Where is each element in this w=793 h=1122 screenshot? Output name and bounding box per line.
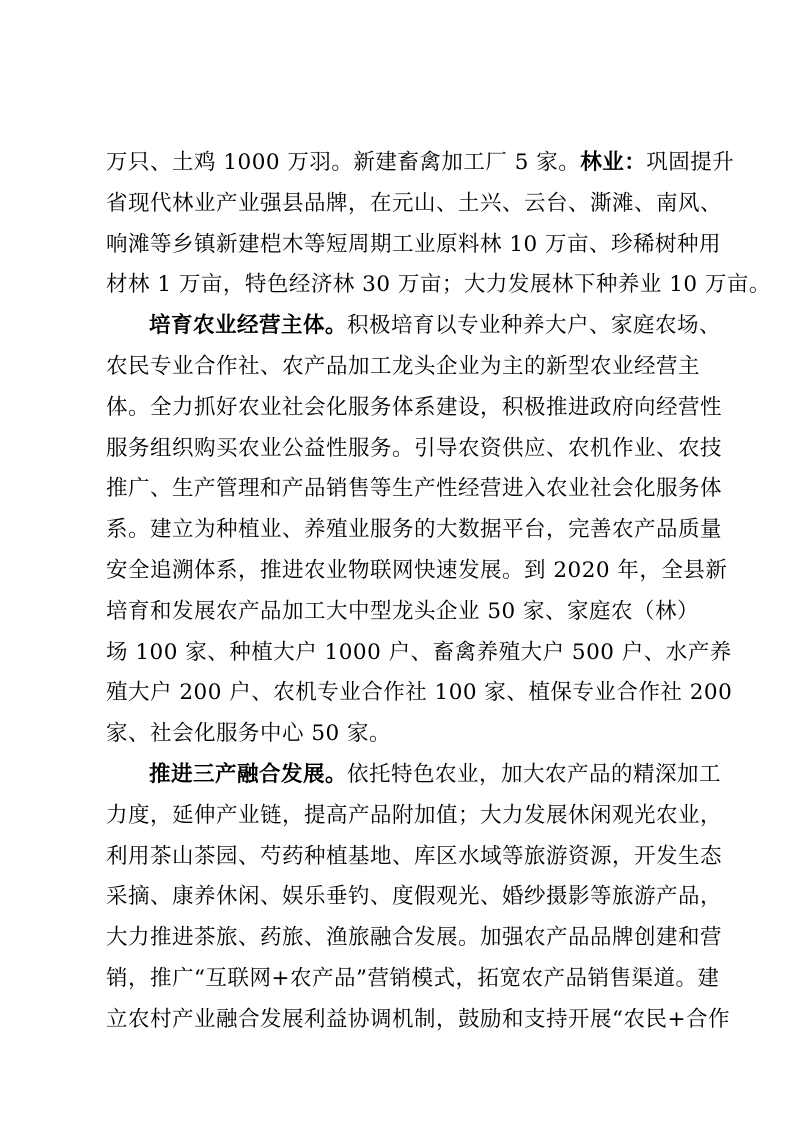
text-line xyxy=(106,959,720,1000)
text-line xyxy=(106,1000,731,1041)
text-segment: 材林 1 万亩，特色经济林 30 万亩；大力发展林下种养业 10 万亩。 xyxy=(106,272,771,298)
text-segment: 省现代林业产业强县品牌，在元山、土兴、云台、澌滩、南风、 xyxy=(106,190,723,216)
text-line xyxy=(106,796,723,837)
bold-heading: 林业： xyxy=(580,150,647,175)
text-segment: 积极培育以专业种养大户、家庭农场、 xyxy=(347,313,722,339)
text-line xyxy=(106,388,723,429)
text-line xyxy=(106,633,732,674)
text-line xyxy=(106,347,701,388)
text-segment: 培育和发展农产品加工大中型龙头企业 50 家、家庭农（林） xyxy=(106,598,700,624)
text-segment: 体。全力抓好农业社会化服务体系建设，积极推进政府向经营性 xyxy=(106,394,723,420)
text-segment: 安全追溯体系，推进农业物联网快速发展。到 2020 年，全县新 xyxy=(106,557,728,583)
text-line xyxy=(106,184,723,225)
text-line xyxy=(106,510,723,551)
bold-heading: 培育农业经营主体。 xyxy=(149,313,348,339)
paragraph-industry-integration xyxy=(106,755,731,1041)
text-line xyxy=(106,143,735,184)
text-segment: 巩固提升 xyxy=(646,150,735,175)
text-segment: 响滩等乡镇新建桤木等短周期工业原料林 10 万亩、珍稀树种用 xyxy=(106,231,722,257)
text-line xyxy=(106,755,722,796)
text-segment: 服务组织购买农业公益性服务。引导农资供应、农机作业、农技 xyxy=(106,435,723,461)
text-line xyxy=(106,551,728,592)
text-segment: 推广、生产管理和产品销售等生产性经营进入农业社会化服务体 xyxy=(106,476,723,502)
text-line xyxy=(106,877,723,918)
text-line xyxy=(106,714,688,755)
text-line xyxy=(106,673,733,714)
text-line xyxy=(106,225,722,266)
text-segment: 系。建立为种植业、养殖业服务的大数据平台，完善农产品质量 xyxy=(106,517,723,543)
text-segment: 场 100 家、种植大户 1000 户、畜禽养殖大户 500 户、水产养 xyxy=(106,639,732,665)
text-segment: 万只、土鸡 1000 万羽。新建畜禽加工厂 5 家。 xyxy=(106,150,581,175)
text-segment: 依托特色农业，加大农产品的精深加工 xyxy=(347,761,722,787)
text-line xyxy=(106,306,722,347)
text-line xyxy=(106,592,700,633)
text-segment: 大力推进茶旅、药旅、渔旅融合发展。加强农产品品牌创建和营 xyxy=(106,925,723,951)
text-line xyxy=(106,469,723,510)
text-line xyxy=(106,265,771,306)
text-line xyxy=(106,429,723,470)
text-segment: 利用茶山茶园、芍药种植基地、库区水域等旅游资源，开发生态 xyxy=(106,843,723,869)
text-line xyxy=(106,837,723,878)
paragraph-forestry xyxy=(106,143,771,306)
text-line xyxy=(106,918,723,959)
paragraph-business-entities xyxy=(106,306,733,755)
bold-heading: 推进三产融合发展。 xyxy=(149,761,348,787)
text-segment: 家、社会化服务中心 50 家。 xyxy=(106,721,392,747)
text-segment: 立农村产业融合发展利益协调机制，鼓励和支持开展“农民+合作 xyxy=(106,1006,731,1032)
text-segment: 殖大户 200 户、农机专业合作社 100 家、植保专业合作社 200 xyxy=(106,680,733,706)
text-segment: 农民专业合作社、农产品加工龙头企业为主的新型农业经营主 xyxy=(106,353,701,379)
text-segment: 采摘、康养休闲、娱乐垂钓、度假观光、婚纱摄影等旅游产品， xyxy=(106,884,723,910)
text-segment: 销，推广“互联网+农产品”营销模式，拓宽农产品销售渠道。建 xyxy=(106,965,720,991)
text-segment: 力度，延伸产业链，提高产品附加值；大力发展休闲观光农业， xyxy=(106,802,723,828)
document-page xyxy=(106,143,771,1041)
